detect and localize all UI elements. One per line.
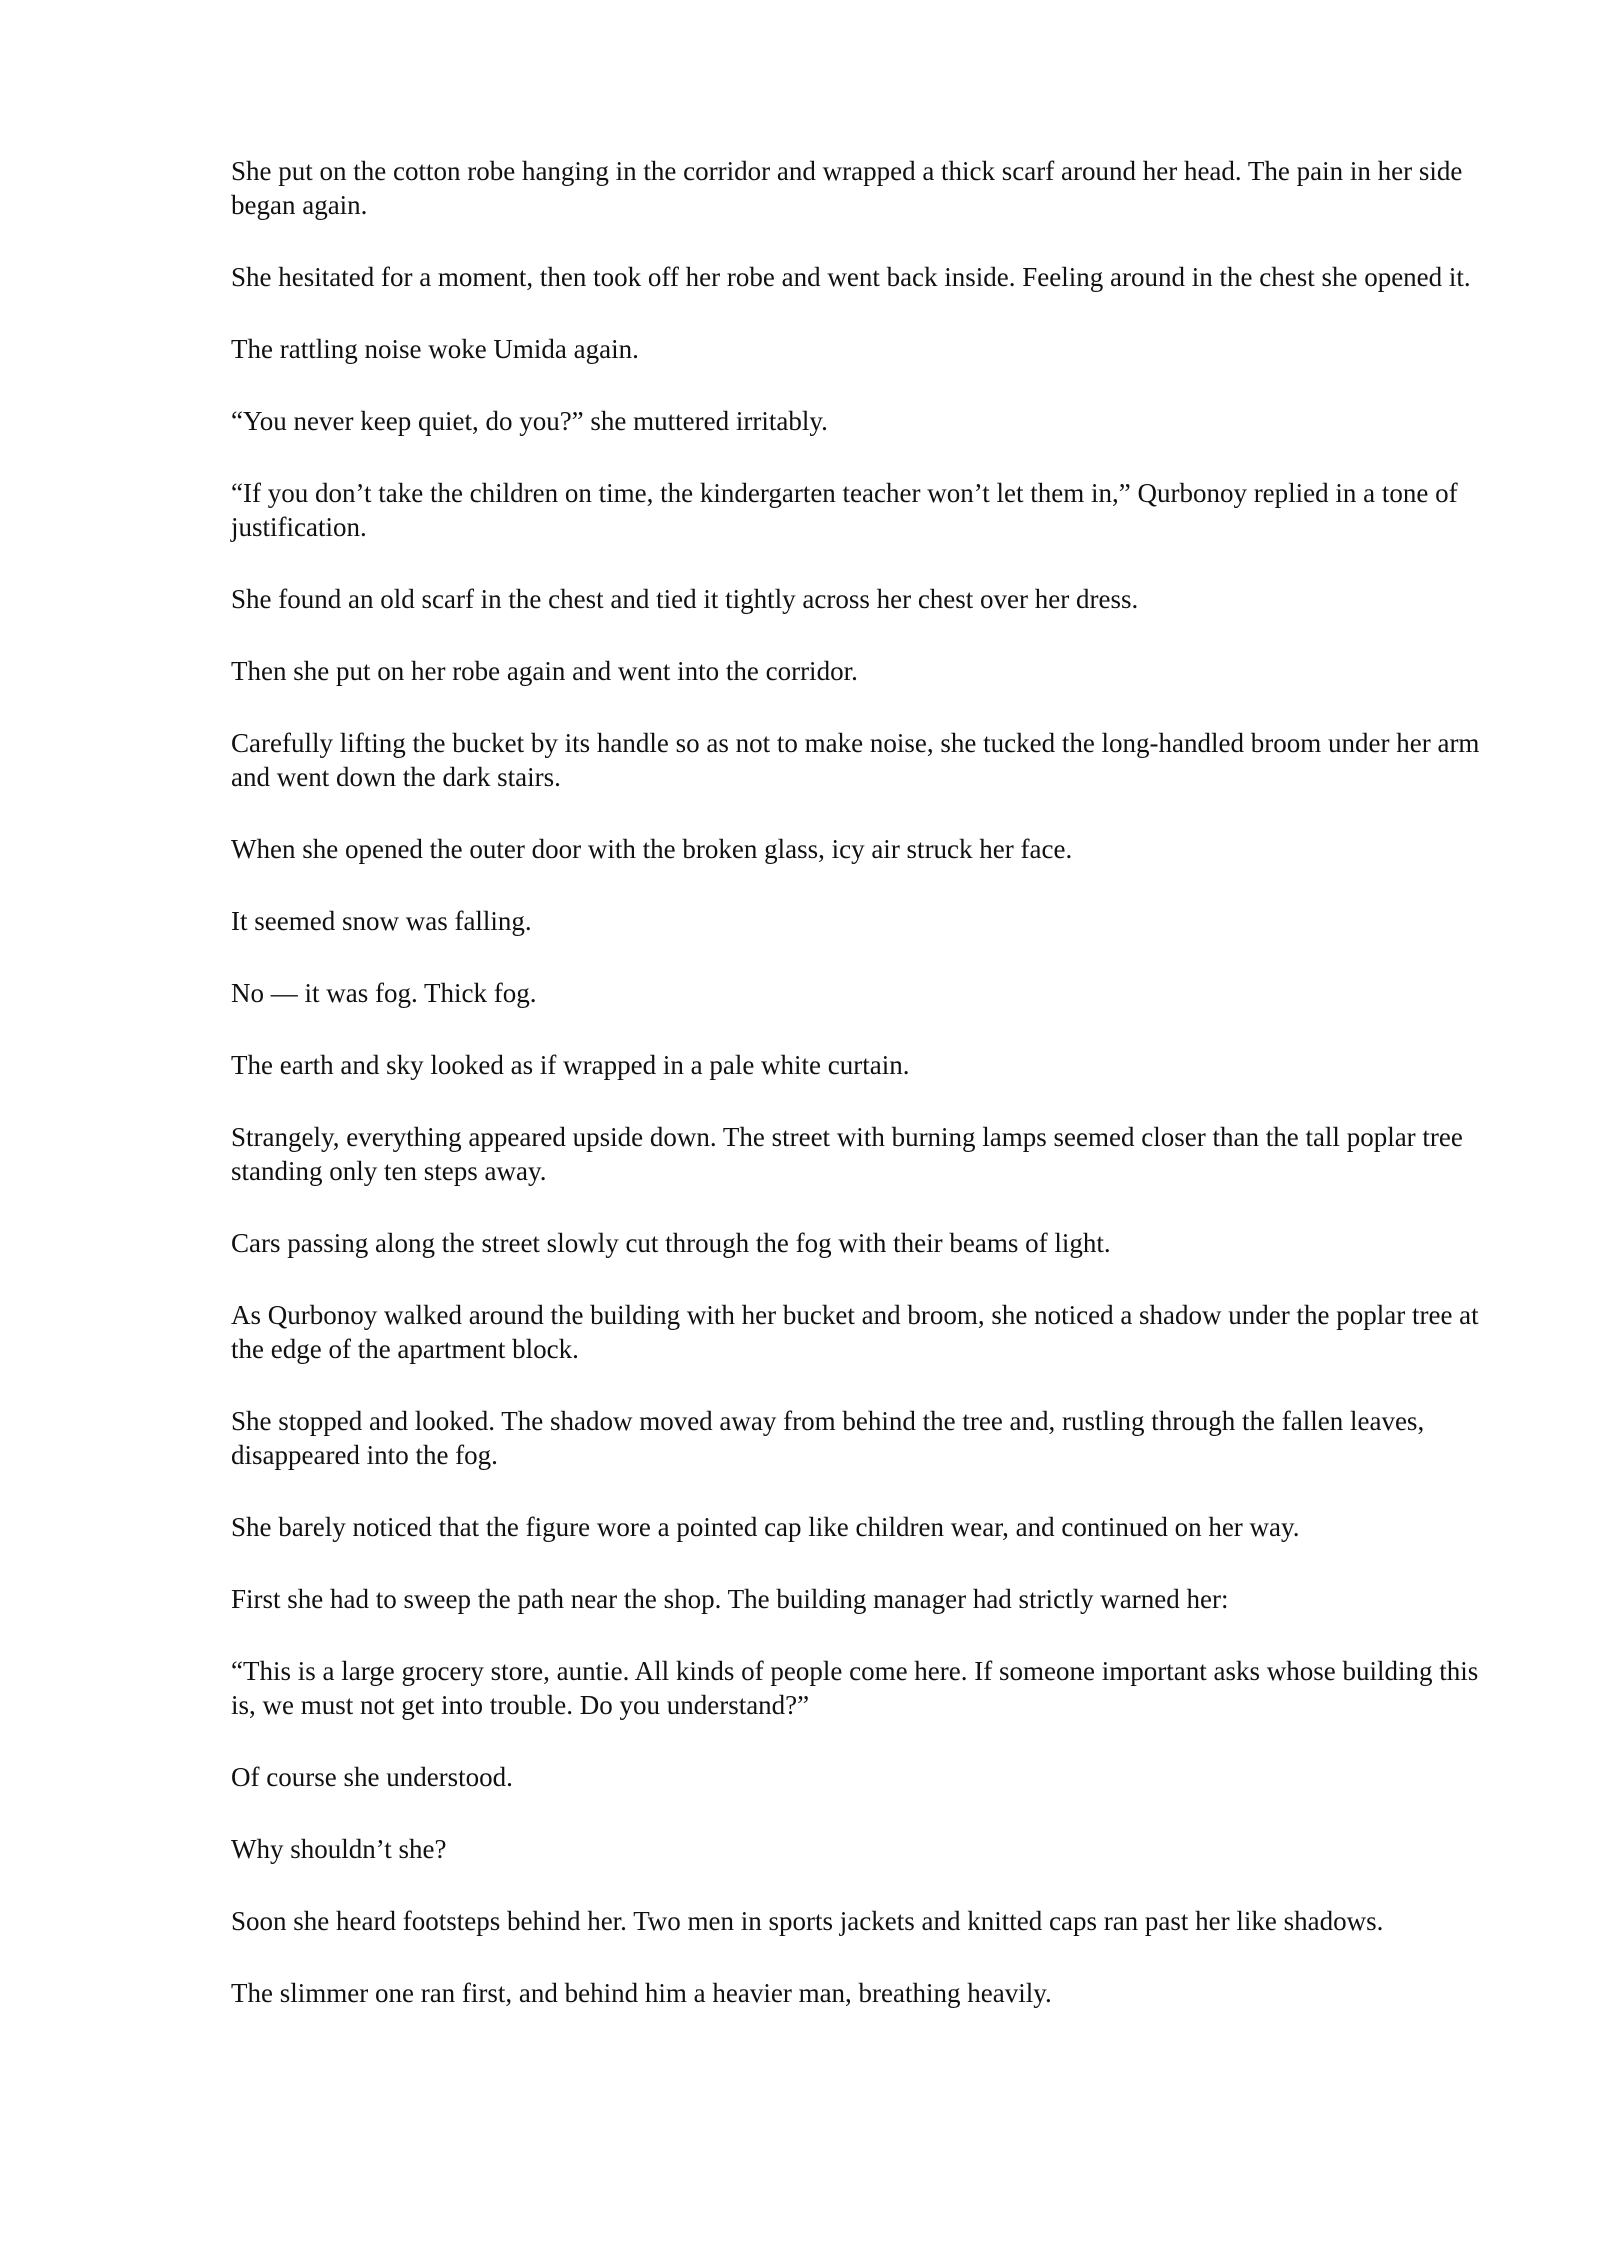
paragraph: She hesitated for a moment, then took off her robe and went back inside. Feeling around in the chest she opened it. — [231, 262, 1471, 292]
paragraph: “If you don’t take the children on time, the kindergarten teacher won’t let them in,” Qurbonoy replied in a tone of justification. — [231, 478, 1458, 542]
paragraph: Cars passing along the street slowly cut through the fog with their beams of light. — [231, 1228, 1111, 1258]
body-text — [231, 154, 1501, 2048]
paragraph: The earth and sky looked as if wrapped in a pale white curtain. — [231, 1050, 910, 1080]
paragraph: Strangely, everything appeared upside down. The street with burning lamps seemed closer than the tall poplar tree standing only ten steps away. — [231, 1122, 1463, 1186]
paragraph: “This is a large grocery store, auntie. All kinds of people come here. If someone important asks whose building this is, we must not get into trouble. Do you understand?” — [231, 1656, 1479, 1720]
paragraph: Soon she heard footsteps behind her. Two men in sports jackets and knitted caps ran past her like shadows. — [231, 1906, 1384, 1936]
paragraph: She barely noticed that the figure wore a pointed cap like children wear, and continued on her way. — [231, 1512, 1300, 1542]
paragraph: The rattling noise woke Umida again. — [231, 334, 639, 364]
paragraph: The slimmer one ran first, and behind him a heavier man, breathing heavily. — [231, 1978, 1052, 2008]
paragraph: Of course she understood. — [231, 1762, 513, 1792]
paragraph: Then she put on her robe again and went into the corridor. — [231, 656, 858, 686]
paragraph: It seemed snow was falling. — [231, 906, 532, 936]
paragraph: First she had to sweep the path near the shop. The building manager had strictly warned her: — [231, 1584, 1229, 1614]
paragraph: When she opened the outer door with the broken glass, icy air struck her face. — [231, 834, 1073, 864]
paragraph: As Qurbonoy walked around the building with her bucket and broom, she noticed a shadow under the poplar tree at the edge of the apartment block. — [231, 1300, 1479, 1364]
paragraph: She put on the cotton robe hanging in the corridor and wrapped a thick scarf around her head. The pain in her side began again. — [231, 156, 1463, 220]
paragraph: No — it was fog. Thick fog. — [231, 978, 537, 1008]
paragraph: She found an old scarf in the chest and tied it tightly across her chest over her dress. — [231, 584, 1139, 614]
paragraph: Carefully lifting the bucket by its handle so as not to make noise, she tucked the long-handled broom under her arm and went down the dark stairs. — [231, 728, 1480, 792]
paragraph: Why shouldn’t she? — [231, 1834, 447, 1864]
paragraph: She stopped and looked. The shadow moved away from behind the tree and, rustling through the fallen leaves, disappeared into the fog. — [231, 1406, 1425, 1470]
paragraph: “You never keep quiet, do you?” she muttered irritably. — [231, 406, 828, 436]
